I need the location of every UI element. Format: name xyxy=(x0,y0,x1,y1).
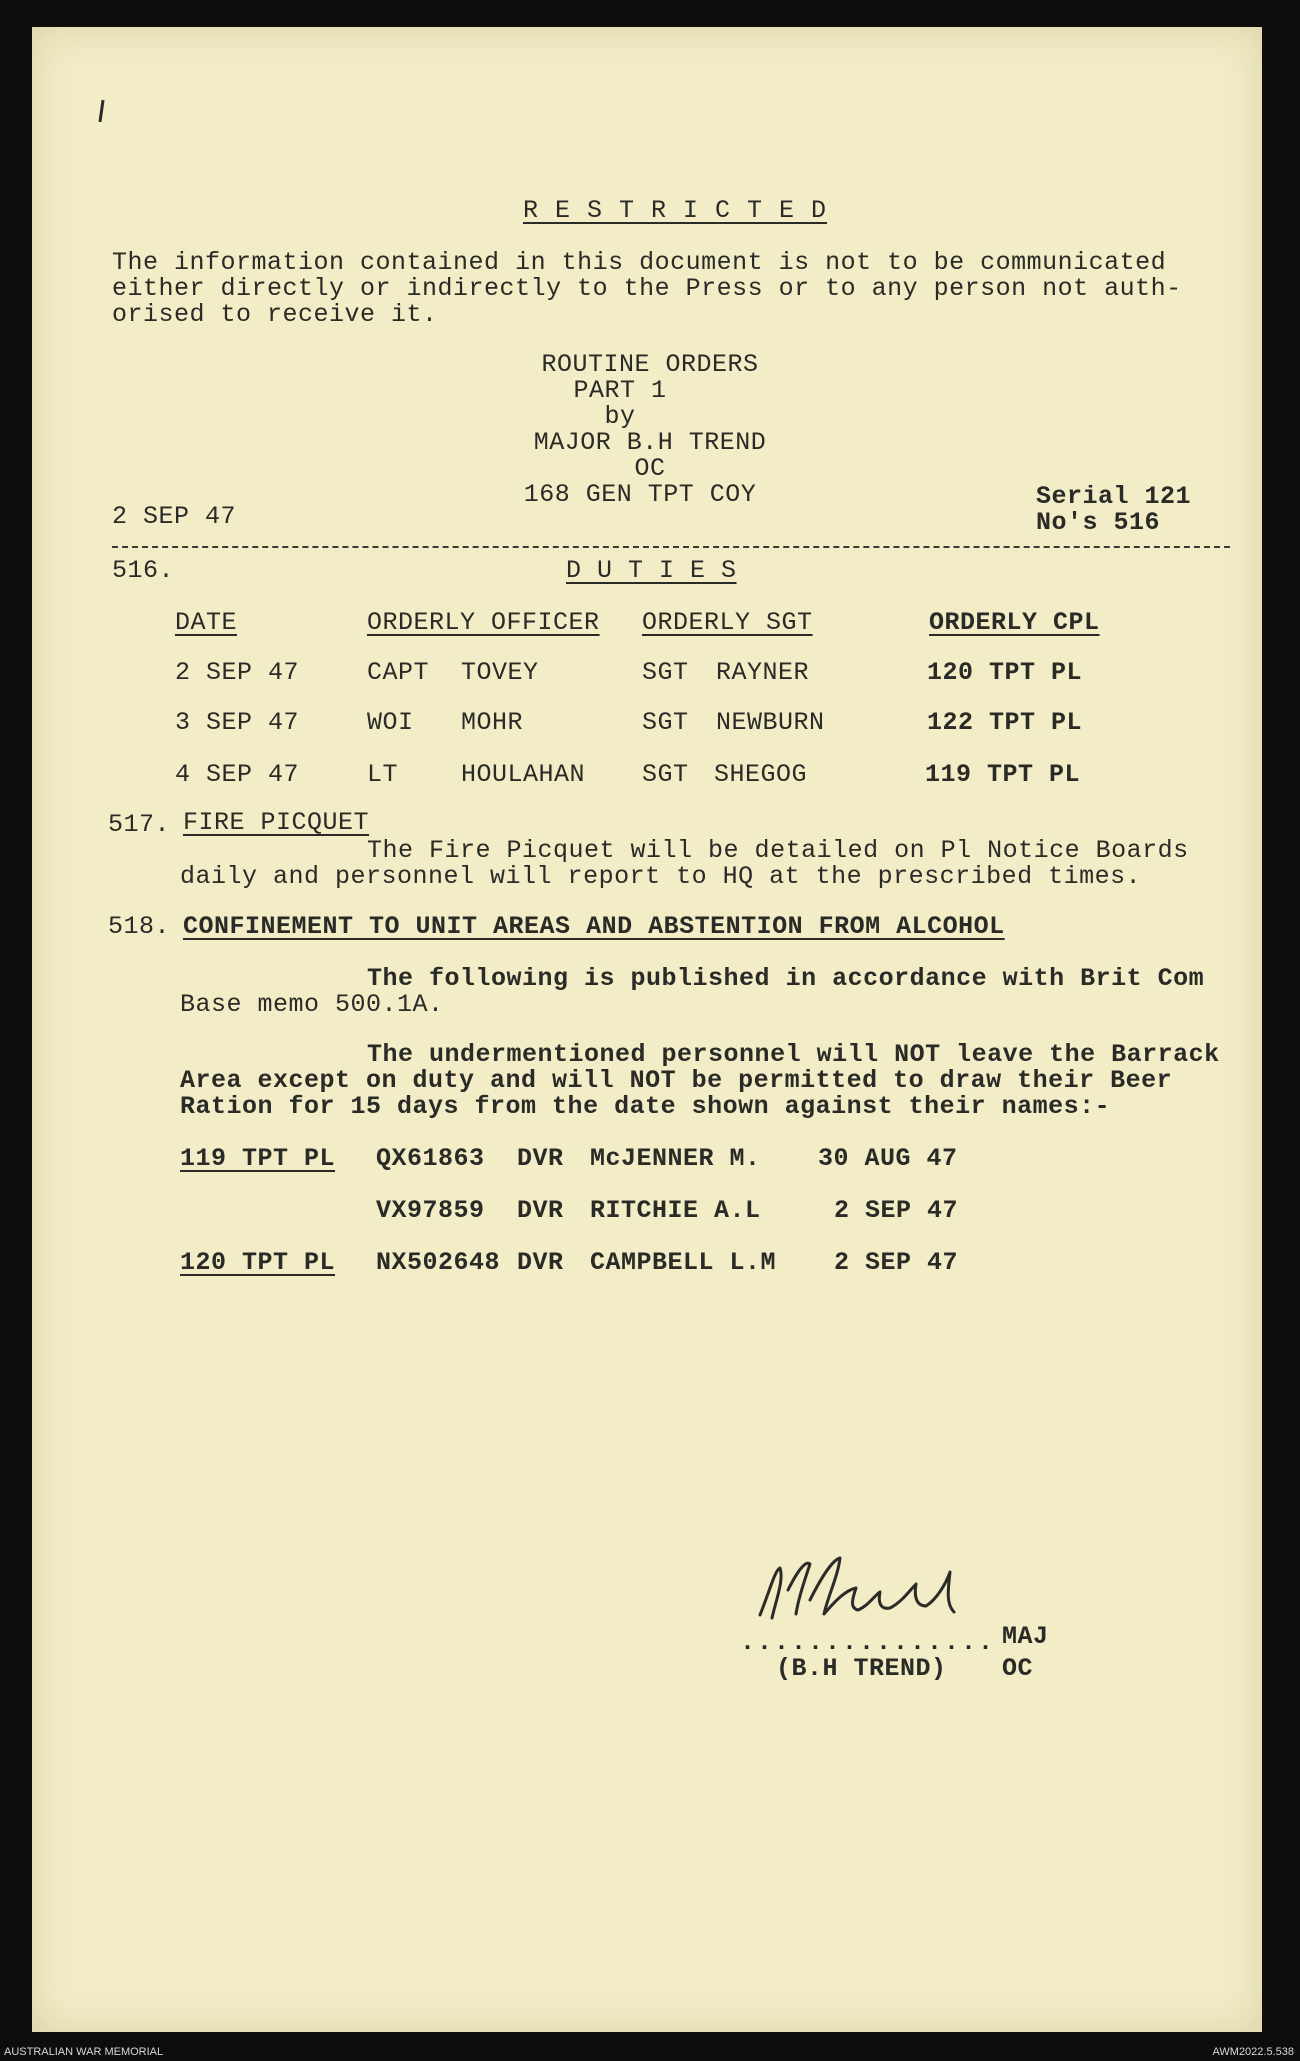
notice-line-3: orised to receive it. xyxy=(112,300,438,329)
column-orderly-sgt: ORDERLY SGT xyxy=(642,608,813,637)
handwritten-signature xyxy=(740,1530,1040,1640)
title-line-6: 168 GEN TPT COY xyxy=(523,480,757,509)
confinement-para1-line-1: The following is published in accordance with Brit Com xyxy=(367,964,1205,993)
sgt-rank: SGT xyxy=(642,708,689,737)
title-line-2: PART 1 xyxy=(573,376,667,405)
entry-date: 2 SEP 47 xyxy=(834,1196,959,1225)
entry-name: RITCHIE A.L xyxy=(590,1196,761,1225)
entry-unit: 120 TPT PL xyxy=(180,1248,336,1277)
title-line-3: by xyxy=(604,402,636,431)
column-orderly-cpl: ORDERLY CPL xyxy=(929,608,1100,637)
confinement-heading: CONFINEMENT TO UNIT AREAS AND ABSTENTION FROM ALCOHOL xyxy=(183,912,1005,941)
notice-line-1: The information contained in this document is not to be communicated xyxy=(112,248,1167,277)
entry-service-number: VX97859 xyxy=(376,1196,485,1225)
fire-picquet-heading: FIRE PICQUET xyxy=(183,808,370,837)
title-line-5: OC xyxy=(634,454,666,483)
confinement-para2-line-1: The undermentioned personnel will NOT leave the Barrack xyxy=(367,1040,1220,1069)
officer-name: TOVEY xyxy=(461,658,539,687)
section-number-517: 517. xyxy=(108,810,171,839)
signature-rank: MAJ xyxy=(1002,1622,1049,1651)
signature-dots: ............... xyxy=(740,1628,996,1657)
section-number-516: 516. xyxy=(112,556,175,585)
footer-institution: AUSTRALIAN WAR MEMORIAL xyxy=(4,2046,164,2058)
fire-picquet-line-2: daily and personnel will report to HQ at the prescribed times. xyxy=(180,862,1142,891)
duty-date: 4 SEP 47 xyxy=(175,760,300,789)
entry-date: 30 AUG 47 xyxy=(818,1144,958,1173)
section-number-518: 518. xyxy=(108,912,171,941)
sgt-rank: SGT xyxy=(642,760,689,789)
officer-rank: LT xyxy=(367,760,399,789)
entry-rank: DVR xyxy=(517,1144,564,1173)
confinement-para2-line-2: Area except on duty and will NOT be permitted to draw their Beer xyxy=(180,1066,1173,1095)
orderly-cpl: 122 TPT PL xyxy=(927,708,1083,737)
classification-heading: R E S T R I C T E D xyxy=(523,196,828,225)
orderly-cpl: 120 TPT PL xyxy=(927,658,1083,687)
order-numbers: No's 516 xyxy=(1036,508,1161,537)
duties-heading: D U T I E S xyxy=(566,556,737,585)
column-orderly-officer: ORDERLY OFFICER xyxy=(367,608,600,637)
confinement-para2-line-3: Ration for 15 days from the date shown against their names:- xyxy=(180,1092,1111,1121)
notice-line-2: either directly or indirectly to the Press or to any person not auth- xyxy=(112,274,1182,303)
entry-rank: DVR xyxy=(517,1196,564,1225)
sgt-name: NEWBURN xyxy=(716,708,825,737)
officer-name: HOULAHAN xyxy=(461,760,586,789)
duty-date: 3 SEP 47 xyxy=(175,708,300,737)
column-date: DATE xyxy=(175,608,238,637)
header-divider xyxy=(112,546,1230,548)
title-line-1: ROUTINE ORDERS xyxy=(541,350,759,379)
sgt-rank: SGT xyxy=(642,658,689,687)
duty-date: 2 SEP 47 xyxy=(175,658,300,687)
footer-accession-number: AWM2022.5.538 xyxy=(1212,2046,1294,2058)
entry-service-number: NX502648 xyxy=(376,1248,501,1277)
officer-rank: CAPT xyxy=(367,658,430,687)
orderly-cpl: 119 TPT PL xyxy=(925,760,1081,789)
serial-number: Serial 121 xyxy=(1036,482,1192,511)
entry-name: CAMPBELL L.M xyxy=(590,1248,777,1277)
order-date: 2 SEP 47 xyxy=(112,502,237,531)
entry-name: McJENNER M. xyxy=(590,1144,761,1173)
entry-service-number: QX61863 xyxy=(376,1144,485,1173)
entry-rank: DVR xyxy=(517,1248,564,1277)
signature-name: (B.H TREND) xyxy=(776,1654,947,1683)
title-line-4: MAJOR B.H TREND xyxy=(533,428,767,457)
entry-unit: 119 TPT PL xyxy=(180,1144,336,1173)
officer-rank: WOI xyxy=(367,708,414,737)
confinement-para1-line-2: Base memo 500.1A. xyxy=(180,990,444,1019)
entry-date: 2 SEP 47 xyxy=(834,1248,959,1277)
signature-appointment: OC xyxy=(1002,1654,1034,1683)
sgt-name: RAYNER xyxy=(716,658,810,687)
fire-picquet-line-1: The Fire Picquet will be detailed on Pl Notice Boards xyxy=(367,836,1189,865)
officer-name: MOHR xyxy=(461,708,524,737)
sgt-name: SHEGOG xyxy=(714,760,808,789)
